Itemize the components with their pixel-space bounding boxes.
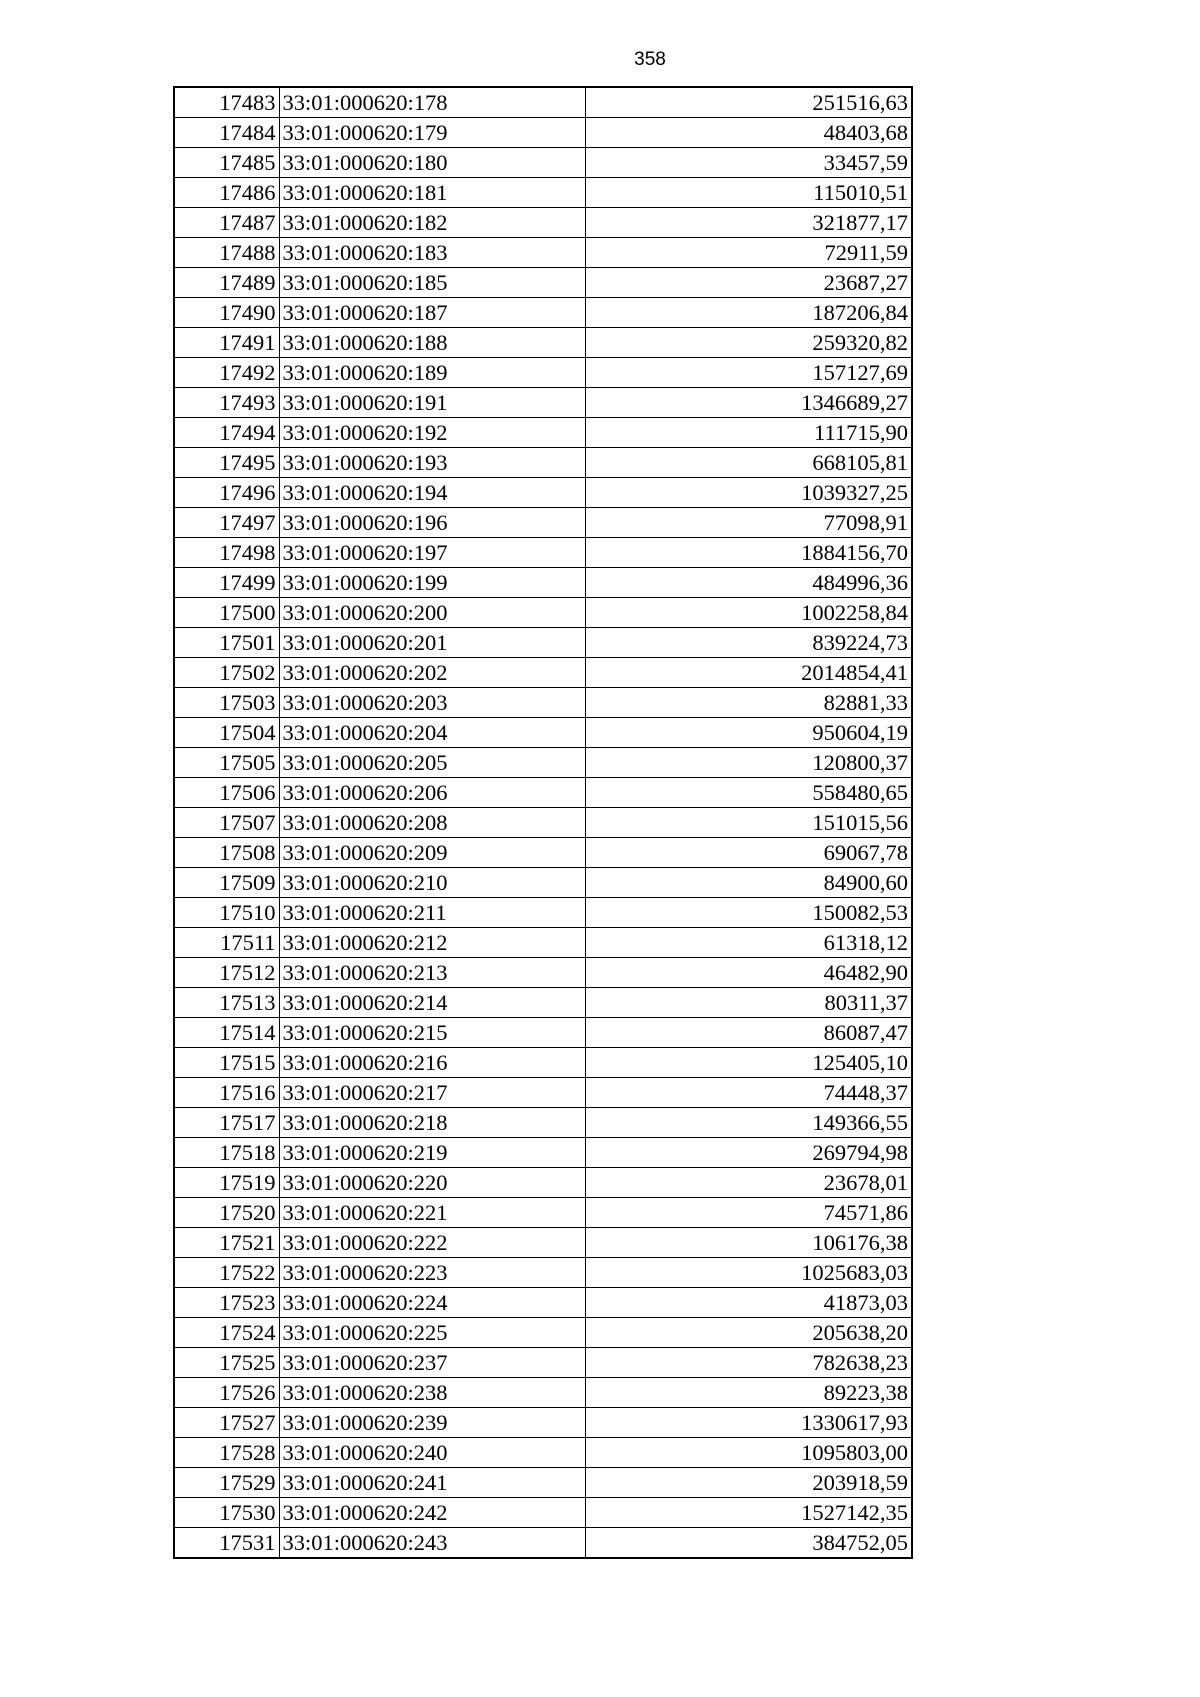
row-number-cell: 17498 bbox=[174, 538, 279, 568]
cadastral-value-cell: 41873,03 bbox=[585, 1288, 912, 1318]
row-number-cell: 17526 bbox=[174, 1378, 279, 1408]
cadastral-value-cell: 1025683,03 bbox=[585, 1258, 912, 1288]
cadastral-value-cell: 1346689,27 bbox=[585, 388, 912, 418]
table-row bbox=[174, 568, 912, 598]
cadastral-value-cell: 74571,86 bbox=[585, 1198, 912, 1228]
cadastral-value-cell: 77098,91 bbox=[585, 508, 912, 538]
cadastral-value-cell: 839224,73 bbox=[585, 628, 912, 658]
cadastral-number-cell: 33:01:000620:208 bbox=[279, 808, 585, 838]
row-number-cell: 17486 bbox=[174, 178, 279, 208]
row-number-cell: 17522 bbox=[174, 1258, 279, 1288]
row-number-cell: 17528 bbox=[174, 1438, 279, 1468]
table-row bbox=[174, 148, 912, 178]
cadastral-number-cell: 33:01:000620:202 bbox=[279, 658, 585, 688]
cadastral-value-cell: 1095803,00 bbox=[585, 1438, 912, 1468]
table-row bbox=[174, 1288, 912, 1318]
cadastral-value-cell: 269794,98 bbox=[585, 1138, 912, 1168]
cadastral-number-cell: 33:01:000620:199 bbox=[279, 568, 585, 598]
cadastral-number-cell: 33:01:000620:180 bbox=[279, 148, 585, 178]
cadastral-number-cell: 33:01:000620:215 bbox=[279, 1018, 585, 1048]
table-row bbox=[174, 298, 912, 328]
cadastral-value-cell: 120800,37 bbox=[585, 748, 912, 778]
cadastral-value-cell: 157127,69 bbox=[585, 358, 912, 388]
table-row bbox=[174, 178, 912, 208]
cadastral-value-cell: 72911,59 bbox=[585, 238, 912, 268]
cadastral-value-cell: 187206,84 bbox=[585, 298, 912, 328]
table-row bbox=[174, 1498, 912, 1528]
cadastral-number-cell: 33:01:000620:181 bbox=[279, 178, 585, 208]
cadastral-value-cell: 33457,59 bbox=[585, 148, 912, 178]
cadastral-number-cell: 33:01:000620:201 bbox=[279, 628, 585, 658]
cadastral-value-cell: 69067,78 bbox=[585, 838, 912, 868]
row-number-cell: 17493 bbox=[174, 388, 279, 418]
cadastral-value-cell: 151015,56 bbox=[585, 808, 912, 838]
cadastral-value-table bbox=[173, 86, 913, 1559]
cadastral-number-cell: 33:01:000620:197 bbox=[279, 538, 585, 568]
cadastral-value-cell: 82881,33 bbox=[585, 688, 912, 718]
row-number-cell: 17527 bbox=[174, 1408, 279, 1438]
table-row bbox=[174, 1348, 912, 1378]
table-row bbox=[174, 868, 912, 898]
cadastral-number-cell: 33:01:000620:203 bbox=[279, 688, 585, 718]
cadastral-number-cell: 33:01:000620:220 bbox=[279, 1168, 585, 1198]
table-row bbox=[174, 1258, 912, 1288]
row-number-cell: 17494 bbox=[174, 418, 279, 448]
table-row bbox=[174, 958, 912, 988]
table-body bbox=[174, 87, 912, 1558]
cadastral-value-cell: 782638,23 bbox=[585, 1348, 912, 1378]
cadastral-number-cell: 33:01:000620:219 bbox=[279, 1138, 585, 1168]
cadastral-number-cell: 33:01:000620:238 bbox=[279, 1378, 585, 1408]
table-row bbox=[174, 748, 912, 778]
cadastral-value-cell: 1527142,35 bbox=[585, 1498, 912, 1528]
table-row bbox=[174, 418, 912, 448]
cadastral-value-cell: 558480,65 bbox=[585, 778, 912, 808]
table-row bbox=[174, 1528, 912, 1559]
row-number-cell: 17490 bbox=[174, 298, 279, 328]
cadastral-number-cell: 33:01:000620:225 bbox=[279, 1318, 585, 1348]
row-number-cell: 17525 bbox=[174, 1348, 279, 1378]
row-number-cell: 17531 bbox=[174, 1528, 279, 1559]
cadastral-value-cell: 1884156,70 bbox=[585, 538, 912, 568]
table-row bbox=[174, 598, 912, 628]
table-row bbox=[174, 538, 912, 568]
table-row bbox=[174, 1048, 912, 1078]
cadastral-value-cell: 80311,37 bbox=[585, 988, 912, 1018]
cadastral-value-cell: 259320,82 bbox=[585, 328, 912, 358]
row-number-cell: 17499 bbox=[174, 568, 279, 598]
cadastral-number-cell: 33:01:000620:224 bbox=[279, 1288, 585, 1318]
cadastral-number-cell: 33:01:000620:216 bbox=[279, 1048, 585, 1078]
cadastral-number-cell: 33:01:000620:185 bbox=[279, 268, 585, 298]
row-number-cell: 17518 bbox=[174, 1138, 279, 1168]
cadastral-number-cell: 33:01:000620:196 bbox=[279, 508, 585, 538]
table-row bbox=[174, 1318, 912, 1348]
row-number-cell: 17512 bbox=[174, 958, 279, 988]
row-number-cell: 17520 bbox=[174, 1198, 279, 1228]
cadastral-number-cell: 33:01:000620:240 bbox=[279, 1438, 585, 1468]
table-row bbox=[174, 118, 912, 148]
cadastral-number-cell: 33:01:000620:193 bbox=[279, 448, 585, 478]
table-row bbox=[174, 388, 912, 418]
cadastral-number-cell: 33:01:000620:213 bbox=[279, 958, 585, 988]
row-number-cell: 17497 bbox=[174, 508, 279, 538]
cadastral-value-cell: 23678,01 bbox=[585, 1168, 912, 1198]
page-number: 358 bbox=[634, 49, 666, 70]
cadastral-number-cell: 33:01:000620:206 bbox=[279, 778, 585, 808]
cadastral-number-cell: 33:01:000620:187 bbox=[279, 298, 585, 328]
cadastral-number-cell: 33:01:000620:210 bbox=[279, 868, 585, 898]
table-row bbox=[174, 838, 912, 868]
table-row bbox=[174, 268, 912, 298]
cadastral-value-cell: 484996,36 bbox=[585, 568, 912, 598]
cadastral-value-cell: 251516,63 bbox=[585, 87, 912, 118]
row-number-cell: 17487 bbox=[174, 208, 279, 238]
table-row bbox=[174, 1168, 912, 1198]
row-number-cell: 17504 bbox=[174, 718, 279, 748]
table-row bbox=[174, 238, 912, 268]
cadastral-number-cell: 33:01:000620:192 bbox=[279, 418, 585, 448]
table-row bbox=[174, 658, 912, 688]
cadastral-value-cell: 150082,53 bbox=[585, 898, 912, 928]
cadastral-number-cell: 33:01:000620:188 bbox=[279, 328, 585, 358]
table-row bbox=[174, 208, 912, 238]
row-number-cell: 17485 bbox=[174, 148, 279, 178]
row-number-cell: 17484 bbox=[174, 118, 279, 148]
row-number-cell: 17489 bbox=[174, 268, 279, 298]
row-number-cell: 17517 bbox=[174, 1108, 279, 1138]
cadastral-value-cell: 321877,17 bbox=[585, 208, 912, 238]
table-row bbox=[174, 1078, 912, 1108]
table-row bbox=[174, 988, 912, 1018]
cadastral-number-cell: 33:01:000620:211 bbox=[279, 898, 585, 928]
row-number-cell: 17521 bbox=[174, 1228, 279, 1258]
row-number-cell: 17503 bbox=[174, 688, 279, 718]
table-row bbox=[174, 718, 912, 748]
row-number-cell: 17488 bbox=[174, 238, 279, 268]
cadastral-number-cell: 33:01:000620:191 bbox=[279, 388, 585, 418]
cadastral-value-cell: 23687,27 bbox=[585, 268, 912, 298]
table-row bbox=[174, 1378, 912, 1408]
cadastral-value-cell: 950604,19 bbox=[585, 718, 912, 748]
row-number-cell: 17523 bbox=[174, 1288, 279, 1318]
cadastral-value-cell: 84900,60 bbox=[585, 868, 912, 898]
cadastral-number-cell: 33:01:000620:204 bbox=[279, 718, 585, 748]
row-number-cell: 17530 bbox=[174, 1498, 279, 1528]
table-row bbox=[174, 508, 912, 538]
cadastral-number-cell: 33:01:000620:194 bbox=[279, 478, 585, 508]
cadastral-number-cell: 33:01:000620:205 bbox=[279, 748, 585, 778]
cadastral-value-cell: 86087,47 bbox=[585, 1018, 912, 1048]
table-row bbox=[174, 328, 912, 358]
row-number-cell: 17501 bbox=[174, 628, 279, 658]
cadastral-value-cell: 384752,05 bbox=[585, 1528, 912, 1559]
cadastral-value-cell: 1002258,84 bbox=[585, 598, 912, 628]
row-number-cell: 17514 bbox=[174, 1018, 279, 1048]
cadastral-number-cell: 33:01:000620:182 bbox=[279, 208, 585, 238]
cadastral-value-cell: 1039327,25 bbox=[585, 478, 912, 508]
row-number-cell: 17509 bbox=[174, 868, 279, 898]
table-row bbox=[174, 1438, 912, 1468]
table-row bbox=[174, 448, 912, 478]
cadastral-value-cell: 74448,37 bbox=[585, 1078, 912, 1108]
cadastral-number-cell: 33:01:000620:178 bbox=[279, 87, 585, 118]
cadastral-number-cell: 33:01:000620:223 bbox=[279, 1258, 585, 1288]
table-row bbox=[174, 1468, 912, 1498]
table-row bbox=[174, 688, 912, 718]
cadastral-number-cell: 33:01:000620:243 bbox=[279, 1528, 585, 1559]
cadastral-number-cell: 33:01:000620:214 bbox=[279, 988, 585, 1018]
row-number-cell: 17511 bbox=[174, 928, 279, 958]
cadastral-value-cell: 2014854,41 bbox=[585, 658, 912, 688]
cadastral-number-cell: 33:01:000620:242 bbox=[279, 1498, 585, 1528]
row-number-cell: 17495 bbox=[174, 448, 279, 478]
row-number-cell: 17502 bbox=[174, 658, 279, 688]
row-number-cell: 17519 bbox=[174, 1168, 279, 1198]
cadastral-number-cell: 33:01:000620:222 bbox=[279, 1228, 585, 1258]
table-row bbox=[174, 358, 912, 388]
row-number-cell: 17505 bbox=[174, 748, 279, 778]
cadastral-number-cell: 33:01:000620:221 bbox=[279, 1198, 585, 1228]
cadastral-number-cell: 33:01:000620:200 bbox=[279, 598, 585, 628]
cadastral-value-cell: 203918,59 bbox=[585, 1468, 912, 1498]
table-row bbox=[174, 1198, 912, 1228]
table-row bbox=[174, 1138, 912, 1168]
table-row bbox=[174, 1108, 912, 1138]
cadastral-number-cell: 33:01:000620:241 bbox=[279, 1468, 585, 1498]
cadastral-number-cell: 33:01:000620:239 bbox=[279, 1408, 585, 1438]
cadastral-number-cell: 33:01:000620:209 bbox=[279, 838, 585, 868]
cadastral-number-cell: 33:01:000620:179 bbox=[279, 118, 585, 148]
row-number-cell: 17496 bbox=[174, 478, 279, 508]
cadastral-value-cell: 668105,81 bbox=[585, 448, 912, 478]
row-number-cell: 17500 bbox=[174, 598, 279, 628]
row-number-cell: 17529 bbox=[174, 1468, 279, 1498]
table-row bbox=[174, 1408, 912, 1438]
cadastral-number-cell: 33:01:000620:237 bbox=[279, 1348, 585, 1378]
cadastral-value-cell: 61318,12 bbox=[585, 928, 912, 958]
cadastral-value-cell: 48403,68 bbox=[585, 118, 912, 148]
cadastral-number-cell: 33:01:000620:189 bbox=[279, 358, 585, 388]
table-row bbox=[174, 478, 912, 508]
cadastral-number-cell: 33:01:000620:218 bbox=[279, 1108, 585, 1138]
row-number-cell: 17506 bbox=[174, 778, 279, 808]
row-number-cell: 17524 bbox=[174, 1318, 279, 1348]
table-row bbox=[174, 928, 912, 958]
cadastral-value-cell: 115010,51 bbox=[585, 178, 912, 208]
table-row bbox=[174, 1018, 912, 1048]
cadastral-number-cell: 33:01:000620:183 bbox=[279, 238, 585, 268]
table-row bbox=[174, 808, 912, 838]
cadastral-value-cell: 1330617,93 bbox=[585, 1408, 912, 1438]
table-row bbox=[174, 87, 912, 118]
row-number-cell: 17515 bbox=[174, 1048, 279, 1078]
cadastral-value-cell: 46482,90 bbox=[585, 958, 912, 988]
row-number-cell: 17483 bbox=[174, 87, 279, 118]
row-number-cell: 17510 bbox=[174, 898, 279, 928]
table-row bbox=[174, 628, 912, 658]
row-number-cell: 17516 bbox=[174, 1078, 279, 1108]
table-row bbox=[174, 778, 912, 808]
row-number-cell: 17508 bbox=[174, 838, 279, 868]
row-number-cell: 17491 bbox=[174, 328, 279, 358]
table-row bbox=[174, 898, 912, 928]
cadastral-number-cell: 33:01:000620:212 bbox=[279, 928, 585, 958]
row-number-cell: 17492 bbox=[174, 358, 279, 388]
row-number-cell: 17507 bbox=[174, 808, 279, 838]
cadastral-number-cell: 33:01:000620:217 bbox=[279, 1078, 585, 1108]
cadastral-value-cell: 111715,90 bbox=[585, 418, 912, 448]
cadastral-value-cell: 149366,55 bbox=[585, 1108, 912, 1138]
row-number-cell: 17513 bbox=[174, 988, 279, 1018]
cadastral-value-cell: 106176,38 bbox=[585, 1228, 912, 1258]
cadastral-value-cell: 205638,20 bbox=[585, 1318, 912, 1348]
table-row bbox=[174, 1228, 912, 1258]
cadastral-value-cell: 125405,10 bbox=[585, 1048, 912, 1078]
cadastral-value-cell: 89223,38 bbox=[585, 1378, 912, 1408]
